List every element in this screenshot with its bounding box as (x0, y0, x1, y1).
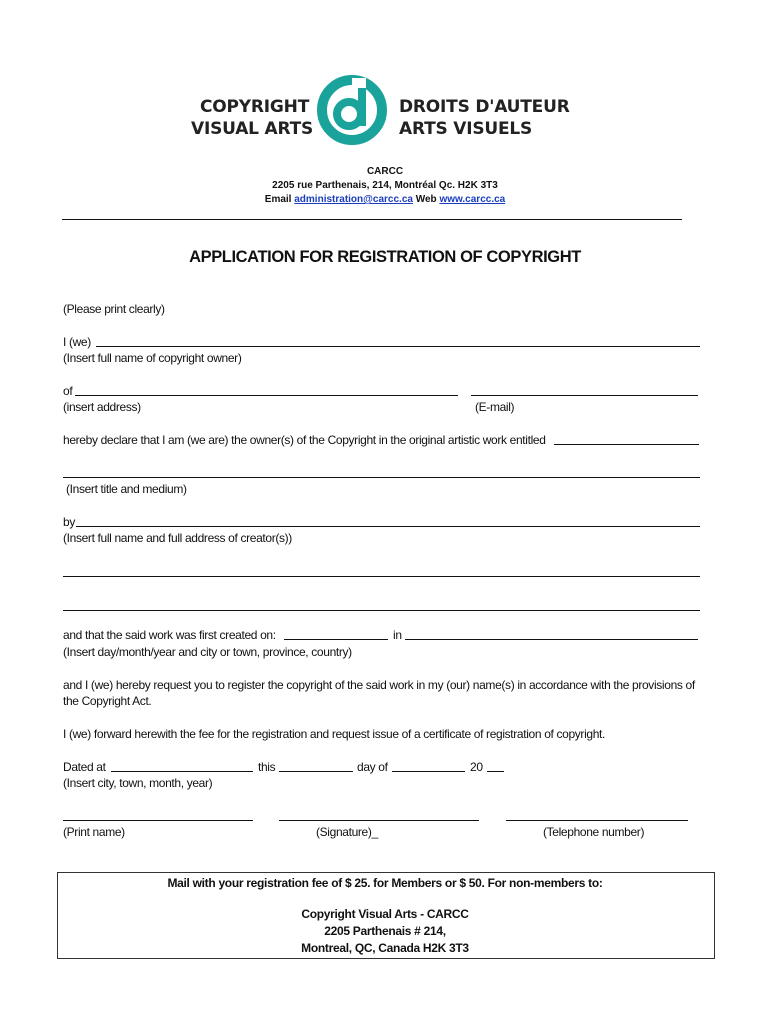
email-link[interactable]: administration@carcc.ca (294, 194, 413, 205)
signature-label: (Signature)_ (316, 825, 378, 839)
creator-hint: (Insert full name and full address of creator(s)) (63, 531, 292, 545)
year-prefix: 20 (470, 760, 483, 774)
forward-text: I (we) forward herewith the fee for the registration and request issue of a certificate of registration of copyright. (63, 727, 606, 741)
logo-right-line2: ARTS VISUELS (399, 119, 533, 139)
title-hint: (Insert title and medium) (66, 482, 187, 496)
signature-field[interactable] (279, 820, 479, 821)
copyright-logo-icon (316, 74, 388, 146)
logo-left-line1: COPYRIGHT (200, 97, 310, 117)
creator-field[interactable] (76, 526, 700, 527)
logo-text-right (399, 96, 570, 140)
owner-name-field[interactable] (96, 346, 700, 347)
web-label: Web (415, 194, 437, 205)
email-label: Email (264, 194, 292, 205)
creator-field-3[interactable] (63, 610, 700, 611)
this-label: this (258, 760, 276, 774)
request-line2: the Copyright Act. (63, 694, 152, 708)
by-label: by (63, 515, 75, 529)
dated-city-field[interactable] (111, 771, 253, 772)
address-hint: (insert address) (63, 400, 141, 414)
print-instruction: (Please print clearly) (63, 302, 165, 316)
telephone-field[interactable] (506, 820, 688, 821)
work-title-field[interactable] (554, 444, 699, 445)
print-name-field[interactable] (63, 820, 253, 821)
web-link[interactable]: www.carcc.ca (439, 194, 506, 205)
header-divider (62, 219, 682, 220)
dated-hint: (Insert city, town, month, year) (63, 776, 213, 790)
org-address: 2205 rue Parthenais, 214, Montréal Qc. H2K 3T3 (272, 180, 498, 191)
org-contact (0, 194, 770, 205)
dated-at-label: Dated at (63, 760, 106, 774)
day-of-label: day of (357, 760, 388, 774)
email-field[interactable] (471, 395, 698, 396)
request-line1: and I (we) hereby request you to register the copyright of the said work in my (our) name(s) in accordance with the provisions of (63, 678, 695, 692)
org-name: CARCC (366, 166, 404, 177)
mail-recipient: Copyright Visual Arts - CARCC (301, 907, 469, 921)
declare-text: hereby declare that I am (we are) the owner(s) of the Copyright in the original artistic work entitled (63, 433, 546, 447)
address-field[interactable] (75, 395, 458, 396)
creator-field-2[interactable] (63, 576, 700, 577)
mail-fee-text: Mail with your registration fee of $ 25. for Members or $ 50. For non-members to: (167, 876, 603, 890)
dated-day-field[interactable] (279, 771, 353, 772)
i-we-label: I (we) (63, 335, 91, 349)
date-hint: (Insert day/month/year and city or town, province, country) (63, 645, 352, 659)
logo-right-line1: DROITS D'AUTEUR (399, 97, 570, 117)
in-label: in (393, 628, 402, 642)
dated-year-field[interactable] (487, 771, 504, 772)
dated-month-field[interactable] (392, 771, 465, 772)
email-hint: (E-mail) (475, 400, 515, 414)
of-label: of (63, 384, 73, 398)
created-place-field[interactable] (405, 639, 698, 640)
created-on-label: and that the said work was first created on: (63, 628, 276, 642)
mail-street: 2205 Parthenais # 214, (324, 924, 446, 938)
logo-text-left (191, 96, 314, 140)
logo-left-line2: VISUAL ARTS (191, 119, 314, 139)
created-date-field[interactable] (284, 639, 388, 640)
print-name-label: (Print name) (63, 825, 125, 839)
work-title-field-2[interactable] (63, 477, 700, 478)
owner-hint: (Insert full name of copyright owner) (63, 351, 242, 365)
form-title: APPLICATION FOR REGISTRATION OF COPYRIGHT (189, 248, 581, 266)
telephone-label: (Telephone number) (543, 825, 645, 839)
mail-city: Montreal, QC, Canada H2K 3T3 (301, 941, 469, 955)
